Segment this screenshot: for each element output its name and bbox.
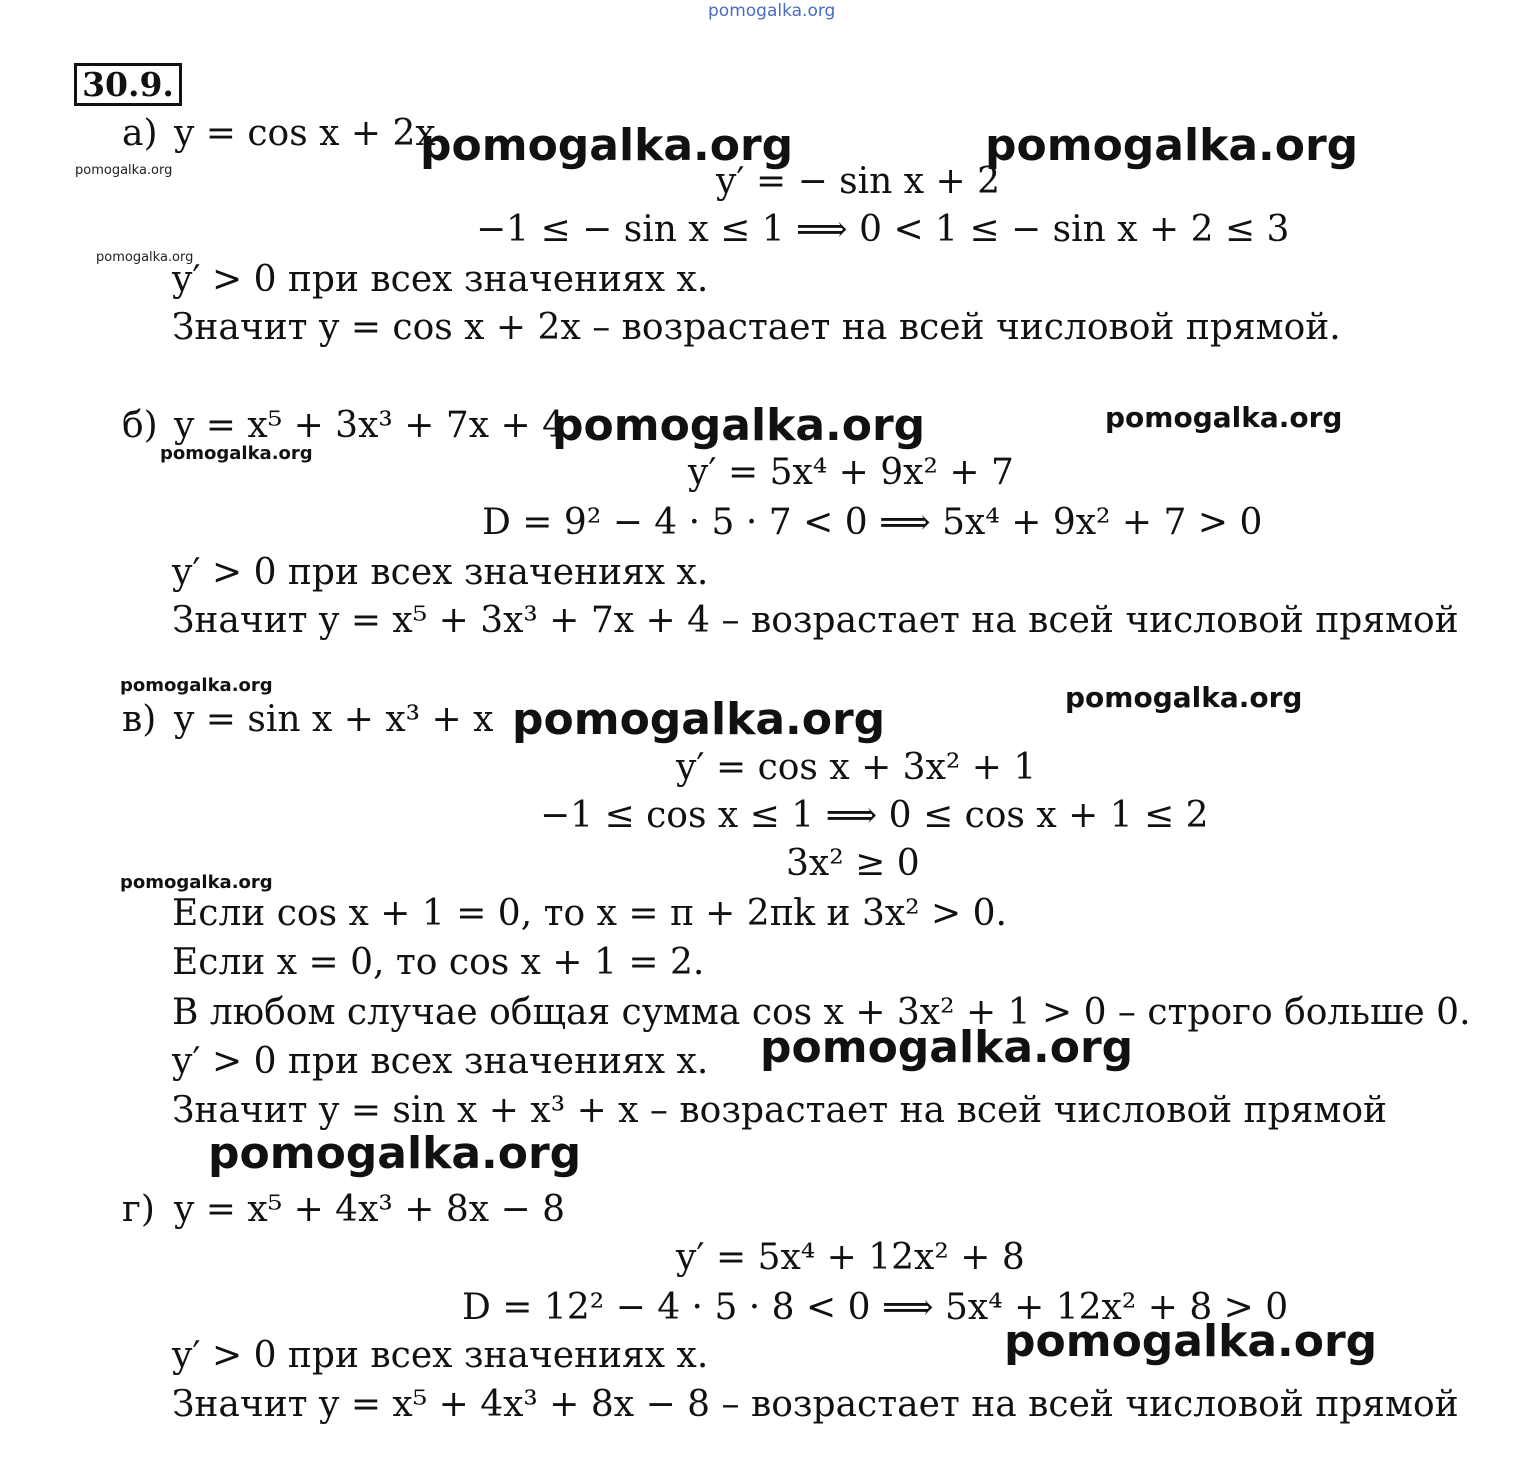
part-a-conclusion: Значит y = cos x + 2x – возрастает на всей числовой прямой. xyxy=(172,307,1341,348)
part-g-label: г) xyxy=(122,1189,155,1230)
part-g-discriminant: D = 12² − 4 · 5 · 8 < 0 ⟹ 5x⁴ + 12x² + 8 > 0 xyxy=(462,1287,1289,1328)
part-b-positive: y′ > 0 при всех значениях x. xyxy=(172,552,709,593)
watermark: pomogalka.org xyxy=(760,1022,1134,1073)
part-v-derivative: y′ = cos x + 3x² + 1 xyxy=(676,747,1037,788)
part-b-conclusion: Значит y = x⁵ + 3x³ + 7x + 4 – возрастает на всей числовой прямой xyxy=(172,600,1459,641)
part-b-derivative: y′ = 5x⁴ + 9x² + 7 xyxy=(688,452,1014,493)
part-a-derivative: y′ = − sin x + 2 xyxy=(716,161,1001,202)
part-g-conclusion: Значит y = x⁵ + 4x³ + 8x − 8 – возрастает на всей числовой прямой xyxy=(172,1384,1459,1425)
part-v-conclusion: Значит y = sin x + x³ + x – возрастает на всей числовой прямой xyxy=(172,1090,1388,1131)
part-v-function: y = sin x + x³ + x xyxy=(174,699,494,740)
part-g-function: y = x⁵ + 4x³ + 8x − 8 xyxy=(174,1189,566,1230)
watermark: pomogalka.org xyxy=(1105,401,1343,434)
part-v-inequality: −1 ≤ cos x ≤ 1 ⟹ 0 ≤ cos x + 1 ≤ 2 xyxy=(540,795,1209,836)
part-a-inequality: −1 ≤ − sin x ≤ 1 ⟹ 0 < 1 ≤ − sin x + 2 ≤ 3 xyxy=(476,209,1290,250)
watermark: pomogalka.org xyxy=(120,675,273,696)
part-a-positive: y′ > 0 при всех значениях x. xyxy=(172,259,709,300)
part-v-label: в) xyxy=(122,699,157,740)
watermark-top: pomogalka.org xyxy=(708,1,836,21)
watermark: pomogalka.org xyxy=(552,400,926,451)
part-b-function: y = x⁵ + 3x³ + 7x + 4 xyxy=(174,405,566,446)
problem-number: 30.9. xyxy=(74,63,182,106)
watermark: pomogalka.org xyxy=(1065,681,1303,714)
part-g-derivative: y′ = 5x⁴ + 12x² + 8 xyxy=(676,1237,1025,1278)
part-v-case1: Если cos x + 1 = 0, то x = π + 2πk и 3x² > 0. xyxy=(172,893,1007,934)
watermark: pomogalka.org xyxy=(1004,1316,1378,1367)
part-g-positive: y′ > 0 при всех значениях x. xyxy=(172,1335,709,1376)
part-b-discriminant: D = 9² − 4 · 5 · 7 < 0 ⟹ 5x⁴ + 9x² + 7 > 0 xyxy=(482,502,1263,543)
watermark: pomogalka.org xyxy=(120,872,273,893)
watermark: pomogalka.org xyxy=(985,120,1359,171)
watermark: pomogalka.org xyxy=(512,694,886,745)
watermark: pomogalka.org xyxy=(96,250,194,265)
part-a-label: а) xyxy=(122,113,158,154)
watermark: pomogalka.org xyxy=(208,1128,582,1179)
watermark: pomogalka.org xyxy=(420,120,794,171)
part-v-square: 3x² ≥ 0 xyxy=(786,843,920,884)
watermark: pomogalka.org xyxy=(160,443,313,464)
part-v-positive: y′ > 0 при всех значениях x. xyxy=(172,1041,709,1082)
part-a-function: y = cos x + 2x xyxy=(174,113,436,154)
part-b-label: б) xyxy=(122,405,158,446)
watermark: pomogalka.org xyxy=(75,163,173,178)
part-v-sum: В любом случае общая сумма cos x + 3x² + 1 > 0 – строго больше 0. xyxy=(172,992,1471,1033)
part-v-case2: Если x = 0, то cos x + 1 = 2. xyxy=(172,942,705,983)
